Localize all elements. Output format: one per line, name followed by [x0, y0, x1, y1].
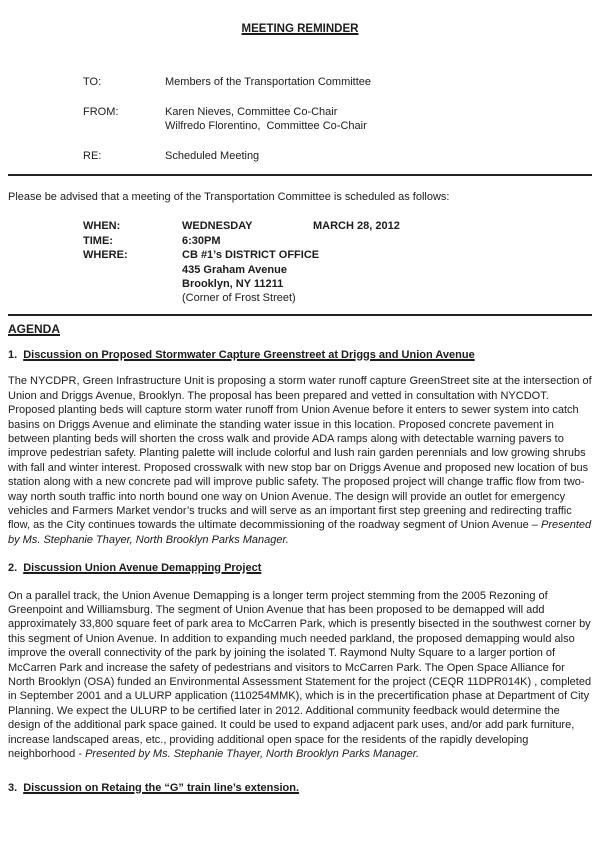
agenda-item-1 [8, 348, 595, 547]
divider-agenda [8, 314, 592, 316]
agenda-item-1-number: 1. [8, 349, 18, 362]
agenda-item-3-heading [8, 781, 592, 795]
memo-row-re [8, 149, 592, 163]
agenda-item-1-body [8, 374, 595, 547]
time-label: TIME: [83, 234, 113, 247]
schedule-row-where [8, 248, 592, 262]
agenda-item-2 [8, 561, 595, 761]
where-note: (Corner of Frost Street) [182, 292, 296, 305]
time-value: 6:30PM [182, 234, 221, 247]
memo-row-to [8, 75, 592, 89]
agenda-item-1-body-text: The NYCDPR, Green Infrastructure Unit is proposing a storm water runoff capture GreenStreet site at the intersection of Union and Driggs Avenue, Brooklyn. The proposal has been prepared and vetted in consultation with NYCDOT. Proposed planting beds will capture storm water runoff from Union Avenue before it enters to sewer system into catch basins on Driggs Avenue and eliminate the standing water issue in this location. Proposed concrete pavement in between planting beds will shorten the cross walk and provide ADA ramps along with detectable warning pavers to improve pedestrian safety. Planting palette will include colorful and lush rain garden perennials and low growing shrubs with fall and winter interest. Proposed crosswalk with new stop bar on Driggs Avenue and proposed new location of bus station along with a new concrete pad will improve public safety. The proposed project will change traffic flow from two-way north south traffic into north bound one way on Union Avenue. The design will provide an outlet for emergency vehicles and Farmers Market vendor’s trucks and will serve as an important first step greening and redirecting traffic flow, as the City continues towards the ultimate decommissioning of the roadway segment of Union Avenue – [8, 375, 595, 532]
where-office: CB #1’s DISTRICT OFFICE [182, 249, 320, 262]
to-label: TO: [83, 76, 102, 89]
agenda-item-2-body-text: On a parallel track, the Union Avenue Demapping is a longer term project stemming from the 2005 Rezoning of Greenpoint and Williamsburg. The segment of Union Avenue that has been proposed to be demapped will add approximately 33,800 square feet of park area to McCarren Park, which is presently bisected in the southwest corner by this segment of Union Avenue. In addition to expanding much needed parkland, the proposed demapping would also improve the overall connectivity of the park by joining the isolated T. Raymond Nulty Square to a larger portion of McCarren Park and increase the safety of pedestrians and visitors to McCarren Park. The Open Space Alliance for North Brooklyn (OSA) funded an Environmental Assessment Statement for the project (CEQR 11DPR014K) , completed in September 2001 and a ULURP application (110254MMK), which is in the precertification phase at Department of City Planning. We expect the ULURP to be certified later in 2012. Additional community feedback would determine the design of the additional park space gained. It could be used to expand adjacent park uses, and/or add park furniture, increase landscaped areas, etc., providing additional open space for the residents of the rapidly developing neighborhood - [8, 589, 595, 761]
when-date: MARCH 28, 2012 [313, 220, 400, 233]
agenda-item-1-title: Discussion on Proposed Stormwater Capture Greenstreet at Driggs and Union Avenue [23, 349, 475, 362]
agenda-item-1-heading [8, 348, 592, 362]
where-city: Brooklyn, NY 11211 [182, 278, 284, 291]
document-title: MEETING REMINDER [241, 23, 359, 35]
from-value-line-1: Karen Nieves, Committee Co-Chair [165, 105, 338, 118]
memo-page [0, 22, 600, 861]
agenda-item-3-number: 3. [8, 782, 18, 795]
from-value [165, 105, 592, 134]
re-value: Scheduled Meeting [165, 149, 260, 162]
intro-text: Please be advised that a meeting of the Transportation Committee is scheduled as follows: [8, 191, 450, 204]
where-label: WHERE: [83, 249, 128, 262]
from-value-line-2: Wilfredo Florentino, Committee Co-Chair [165, 120, 367, 133]
agenda-item-3-title: Discussion on Retaing the “G” train line’s extension. [23, 782, 300, 795]
agenda-item-3 [8, 781, 592, 795]
agenda-item-2-presenter: Presented by Ms. Stephanie Thayer, North Brooklyn Parks Manager. [85, 748, 420, 761]
agenda-item-2-body [8, 589, 595, 762]
agenda-item-2-heading [8, 561, 592, 575]
agenda-item-2-number: 2. [8, 562, 18, 575]
agenda-item-1-presenter: Presented by Ms. Stephanie Thayer, North Brooklyn Parks Manager. [8, 519, 595, 546]
memo-row-from [8, 105, 592, 134]
to-value: Members of the Transportation Committee [165, 76, 372, 89]
divider-top [8, 174, 592, 176]
schedule-block [8, 219, 592, 305]
agenda-item-2-title: Discussion Union Avenue Demapping Project [23, 562, 262, 575]
where-street: 435 Graham Avenue [182, 263, 287, 276]
agenda-heading: AGENDA [8, 321, 61, 336]
from-label: FROM: [83, 105, 119, 118]
re-label: RE: [83, 149, 102, 162]
schedule-row-when [8, 219, 592, 233]
when-label: WHEN: [83, 220, 121, 233]
when-day: WEDNESDAY [182, 220, 253, 233]
memo-header [8, 75, 592, 163]
schedule-row-time [8, 234, 592, 248]
